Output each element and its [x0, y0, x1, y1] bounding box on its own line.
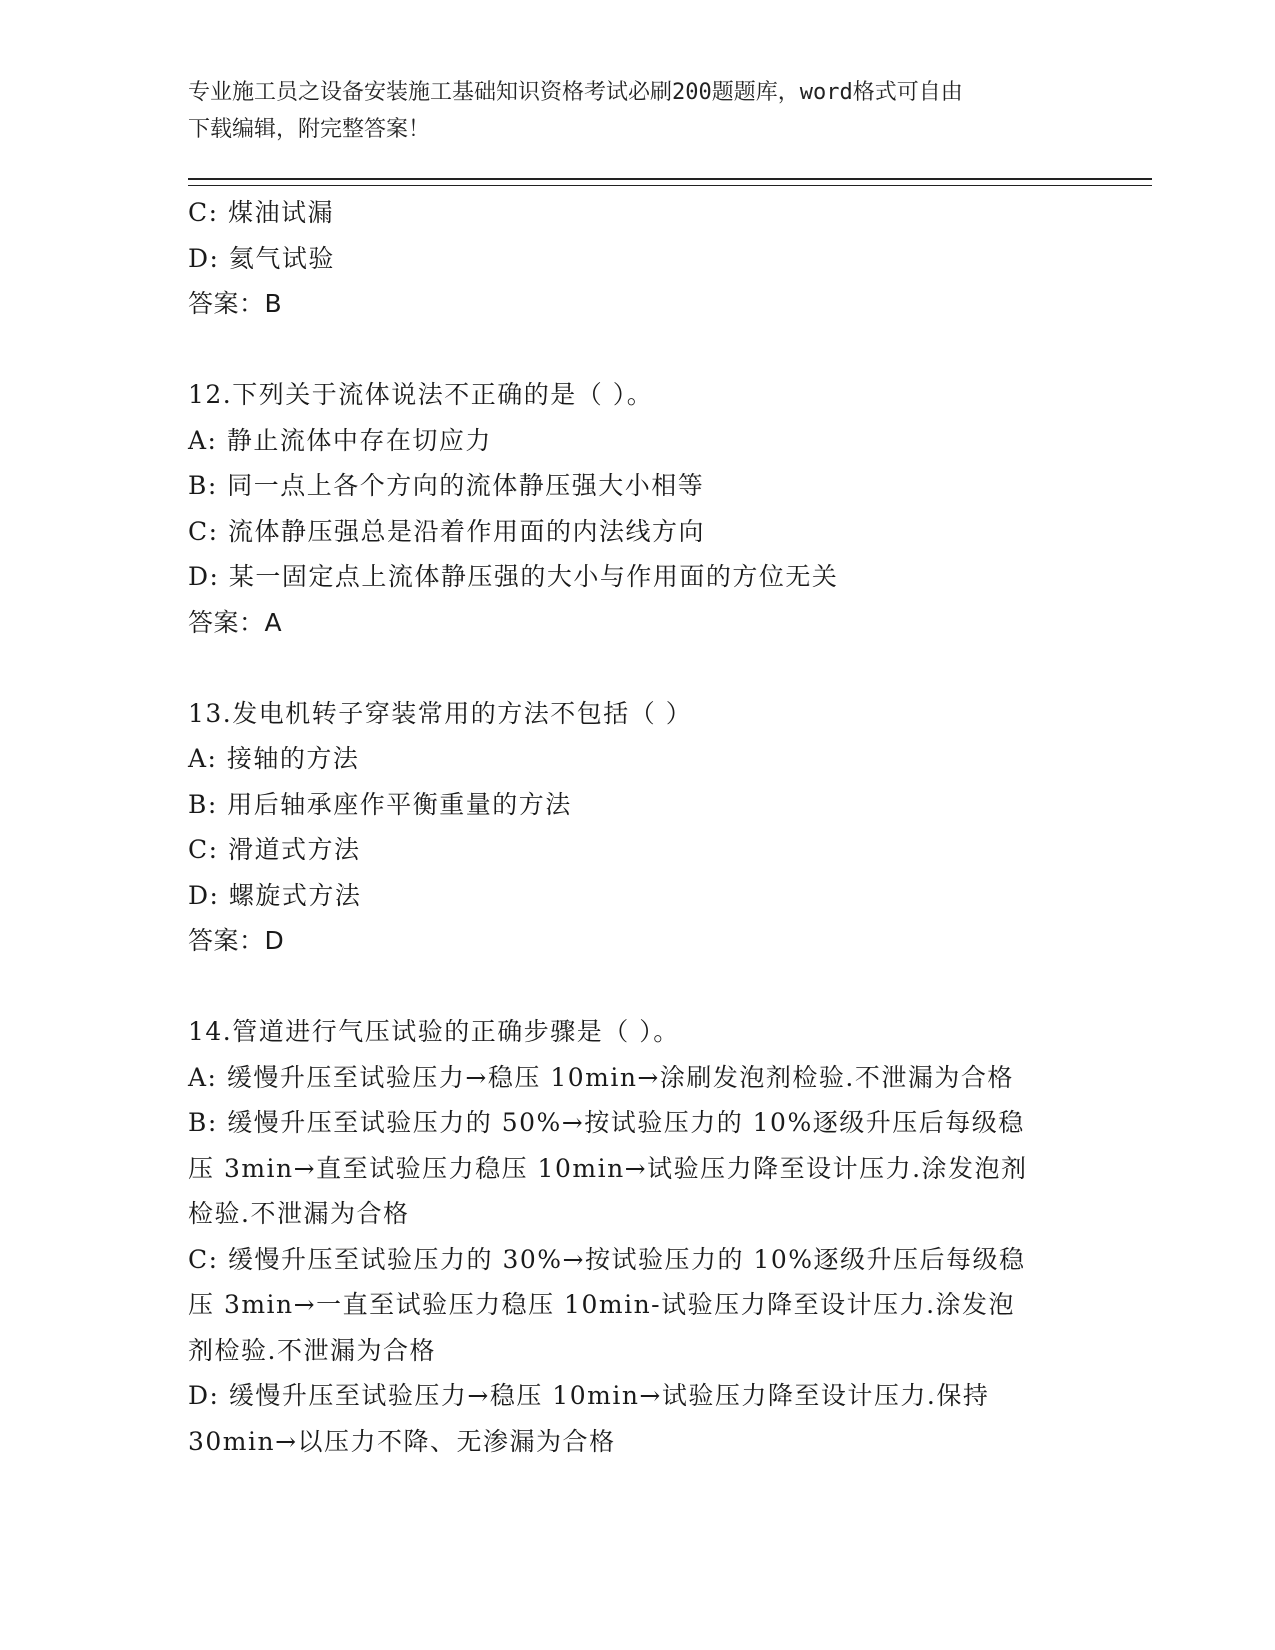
q14-question: 14.管道进行气压试验的正确步骤是（ ）。	[188, 1017, 680, 1046]
q14-option-b-line-3: 检验.不泄漏为合格	[188, 1199, 410, 1228]
header-divider	[188, 178, 1152, 186]
q14-option-d-line-2: 30min→以压力不降、无渗漏为合格	[188, 1426, 616, 1456]
q12-option-d: D: 某一固定点上流体静压强的大小与作用面的方位无关	[188, 562, 839, 591]
q13-question: 13.发电机转子穿装常用的方法不包括（ ）	[188, 698, 693, 728]
q12-option-c: C: 流体静压强总是沿着作用面的内法线方向	[188, 516, 705, 546]
q11-answer: 答案：B	[188, 289, 283, 318]
q13-option-d: D: 螺旋式方法	[188, 880, 362, 910]
spacer	[188, 645, 1088, 691]
spacer	[188, 327, 1088, 373]
header-line-2: 下载编辑，附完整答案！	[188, 117, 431, 142]
q13-option-b: B: 用后轴承座作平衡重量的方法	[188, 789, 572, 819]
q12-option-a: A: 静止流体中存在切应力	[188, 425, 492, 455]
q13-option-a: A: 接轴的方法	[188, 744, 360, 773]
q14-option-c-line-3: 剂检验.不泄漏为合格	[188, 1335, 436, 1365]
q14-option-d-line-1: D: 缓慢升压至试验压力→稳压 10min→试验压力降至设计压力.保持	[188, 1381, 990, 1410]
q12-option-b: B: 同一点上各个方向的流体静压强大小相等	[188, 471, 705, 500]
spacer	[188, 964, 1088, 1010]
document-body	[188, 190, 1088, 1464]
q14-option-b-line-1: B: 缓慢升压至试验压力的 50%→按试验压力的 10%逐级升压后每级稳	[188, 1108, 1025, 1137]
q12-answer: 答案：A	[188, 607, 283, 637]
q13-option-c: C: 滑道式方法	[188, 835, 361, 864]
header-line-1: 专业施工员之设备安装施工基础知识资格考试必刷200题题库，word格式可自由	[188, 80, 963, 105]
q12-question: 12.下列关于流体说法不正确的是（ ）。	[188, 380, 654, 409]
q11-option-c: C: 煤油试漏	[188, 198, 334, 227]
q14-option-c-line-1: C: 缓慢升压至试验压力的 30%→按试验压力的 10%逐级升压后每级稳	[188, 1244, 1026, 1274]
q11-option-d: D: 氦气试验	[188, 243, 335, 273]
q14-option-b-line-2: 压 3min→直至试验压力稳压 10min→试验压力降至设计压力.涂发泡剂	[188, 1153, 1028, 1183]
q13-answer: 答案：D	[188, 926, 285, 955]
q14-option-a: A: 缓慢升压至试验压力→稳压 10min→涂刷发泡剂检验.不泄漏为合格	[188, 1062, 1014, 1092]
q14-option-c-line-2: 压 3min→一直至试验压力稳压 10min-试验压力降至设计压力.涂发泡	[188, 1290, 1016, 1319]
page-header	[188, 74, 1088, 148]
